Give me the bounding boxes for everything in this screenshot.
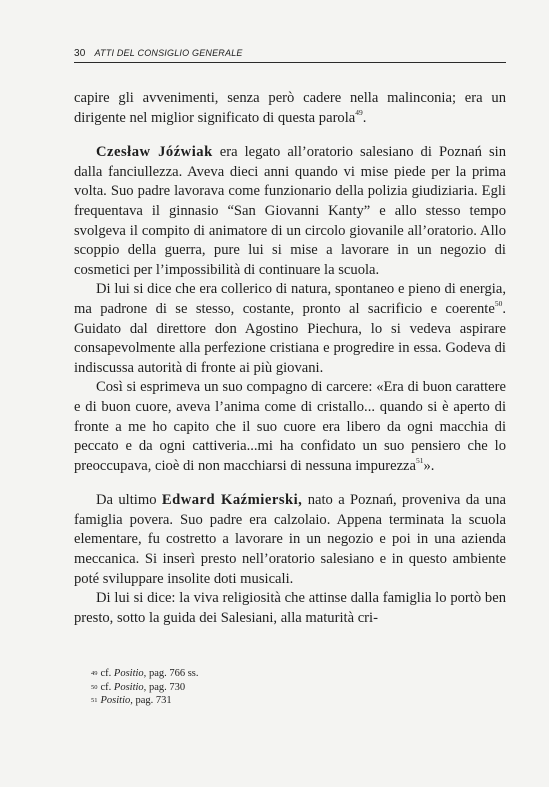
main-text bbox=[74, 89, 506, 628]
paragraph-1: capire gli avvenimenti, senza però cadere nella malinconia; era un dirigente nel miglior significato di questa parola$^{49}$. bbox=[74, 90, 506, 126]
footnote-51: $^{51}$ Positio, pag. 731 bbox=[91, 695, 172, 706]
paragraph-kazmierski: Da ultimo Edward Kaźmierski, nato a Poznań, proveniva da una famiglia povera. Suo padre era calzolaio. Appena terminata la scuola elementare, fu costretto a lavorare in un negozio e poi in una azienda meccanica. Si inserì presto nell’oratorio salesiano e in questo ambiente poté sviluppare insolite doti musicali. bbox=[74, 492, 506, 587]
running-title: ATTI DEL CONSIGLIO GENERALE bbox=[94, 48, 243, 58]
paragraph-6: Di lui si dice: la viva religiosità che attinse dalla famiglia lo portò ben presto, sotto la guida dei Salesiani, alla maturità cri- bbox=[74, 590, 506, 626]
running-header bbox=[74, 48, 506, 63]
paragraph-3: Di lui si dice che era collerico di natura, spontaneo e pieno di energia, ma padrone di se stesso, costante, pronto al sacrificio e coerente$^{50}$. Guidato dal direttore don Agostino Piechura, lo si vedeva aspirare consapevolmente alla perfezione cristiana e progredire in essa. Godeva di indiscussa autorità di fronte ai più giovani. bbox=[74, 281, 506, 376]
footnote-ref-49: 49 bbox=[355, 107, 363, 117]
footnote-ref-51: 51 bbox=[416, 455, 424, 465]
paragraph-4: Così si esprimeva un suo compagno di carcere: «Era di buon carattere e di buon cuore, aveva l’anima come di cristallo... quando si è aperto di fronte a me ho capito che il suo cuore era libero da ogni macchia di peccato e da ogni cattiveria...mi ha confidato un suo pensiero che lo preoccupava, cioè di non macchiarsi di nessuna impurezza$^{51}$». bbox=[74, 379, 506, 474]
footnotes bbox=[91, 667, 491, 708]
footnote-50: $^{50}$ cf. Positio, pag. 730 bbox=[91, 681, 186, 693]
name-kazmierski: Edward Kaźmierski, bbox=[161, 492, 303, 509]
page-number: 30 bbox=[74, 48, 86, 59]
footnote-ref-50: 50 bbox=[494, 298, 503, 308]
paragraph-jozwiak: Czesław Jóźwiak era legato all’oratorio salesiano di Poznań sin dalla fanciullezza. Aveva dieci anni quando vi mise piede per la prima volta. Suo padre lavorava come funzionario della polizia giudiziaria. Egli frequentava il ginnasio “San Giovanni Kanty” e allo stesso tempo svolgeva il compito di animatore di un circolo giovanile all’oratorio. Allo scoppio della guerra, pure lui si mise a lavorare in un negozio di cosmetici per l’impossibilità di continuare la scuola. bbox=[74, 144, 506, 278]
footnote-49: $^{49}$ cf. Positio, pag. 766 ss. bbox=[91, 668, 199, 679]
name-jozwiak: Czesław Jóźwiak bbox=[96, 144, 213, 161]
